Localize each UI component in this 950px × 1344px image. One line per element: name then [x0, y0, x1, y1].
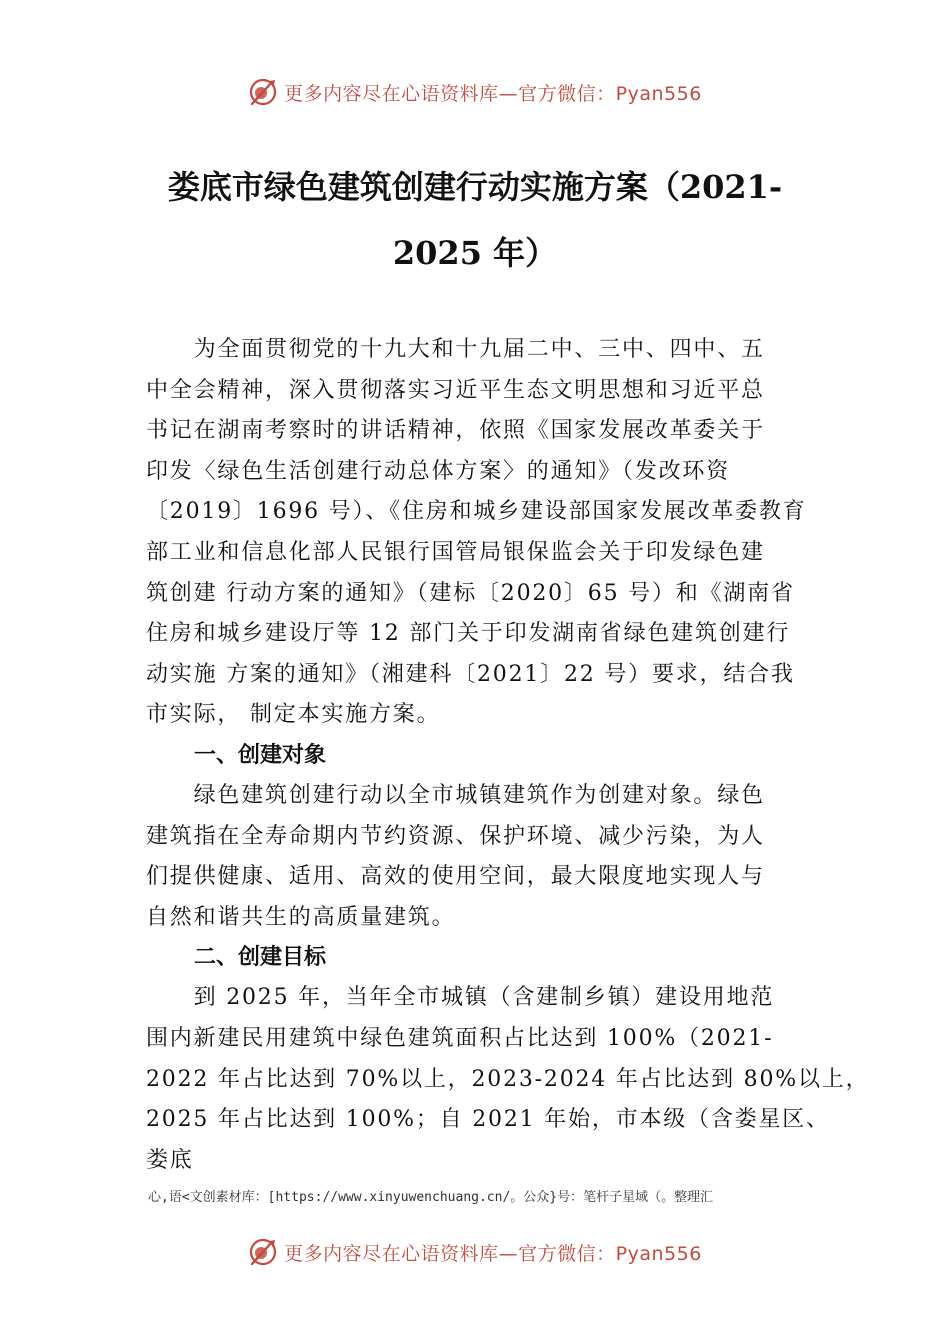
text-line: 动实施 方案的通知》（湘建科〔2021〕22 号）要求，结合我	[146, 661, 795, 687]
pen-logo-icon	[248, 1237, 278, 1267]
text-line: 2025 年占比达到 100%；自 2021 年始，市本级（含娄星区、	[146, 1107, 830, 1133]
text-line: 2022 年占比达到 70%以上，2023-2024 年占比达到 80%以上，	[146, 1066, 870, 1092]
section1-paragraph	[146, 776, 826, 938]
text-line: 娄底	[146, 1147, 194, 1173]
text-line: 中全会精神，深入贯彻落实习近平生态文明思想和习近平总	[146, 377, 765, 403]
section-heading-2: 二、创建目标	[194, 945, 327, 971]
footer-banner	[0, 1232, 950, 1272]
text-line: 到 2025 年，当年全市城镇（含建制乡镇）建设用地范	[146, 985, 775, 1011]
text-line: 为全面贯彻党的十九大和十九届二中、三中、四中、五	[146, 337, 765, 362]
section-heading-1: 一、创建对象	[194, 742, 327, 768]
text-line: 自然和谐共生的高质量建筑。	[146, 904, 456, 930]
text-line: 印发〈绿色生活创建行动总体方案〉的通知》（发改环资	[146, 458, 731, 484]
section2-paragraph	[146, 978, 870, 1181]
banner-text: 更多内容尽在心语资料库—官方微信：Pyan556	[284, 82, 702, 105]
intro-paragraph	[146, 330, 826, 736]
text-line: 书记在湖南考察时的讲话精神，依照《国家发展改革委关于	[146, 418, 765, 444]
text-line: 住房和城乡建设厅等 12 部门关于印发湖南省绿色建筑创建行	[146, 621, 791, 647]
text-line: 绿色建筑创建行动以全市城镇建筑作为创建对象。绿色	[146, 782, 765, 808]
text-line: 围内新建民用建筑中绿色建筑面积占比达到 100%（2021-	[146, 1025, 774, 1051]
text-line: 筑创建 行动方案的通知》（建标〔2020〕65 号）和《湖南省	[146, 580, 795, 606]
document-body	[146, 330, 870, 1181]
text-line: 们提供健康、适用、高效的使用空间，最大限度地实现人与	[146, 864, 765, 890]
footer-source-note: 心,语<文创素材库：[https://www.xinyuwenchuang.cn/。公众}号：笔杆子星域（。整理汇	[148, 1190, 714, 1205]
document-title-line2: 2025 年）	[392, 234, 558, 272]
document-title-line1: 娄底市绿色建筑创建行动实施方案（2021-	[167, 168, 783, 206]
text-line: 建筑指在全寿命期内节约资源、保护环境、减少污染，为人	[146, 823, 765, 849]
text-line: 市实际， 制定本实施方案。	[146, 702, 441, 728]
header-banner	[0, 72, 950, 112]
text-line: 部工业和信息化部人民银行国管局银保监会关于印发绿色建	[146, 539, 765, 565]
text-line: 〔2019〕1696 号）、《住房和城乡建设部国家发展改革委教育	[146, 499, 807, 525]
pen-logo-icon	[248, 77, 278, 107]
banner-text: 更多内容尽在心语资料库—官方微信：Pyan556	[284, 1242, 702, 1265]
